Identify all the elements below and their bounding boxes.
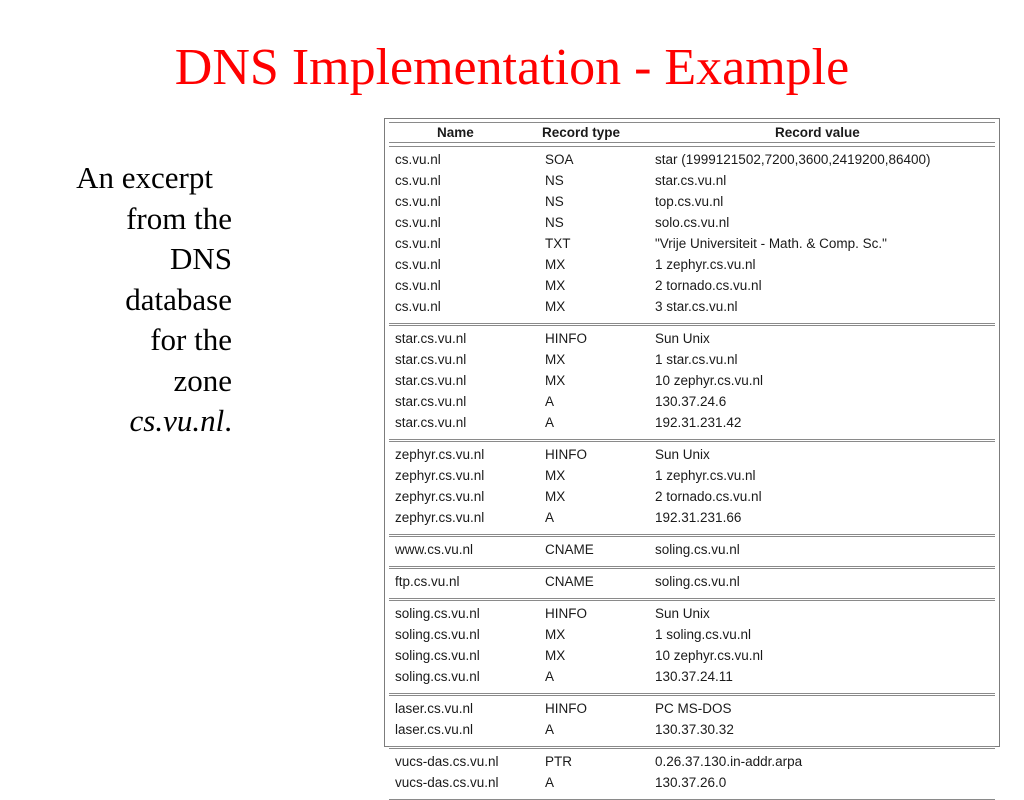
record-name: zephyr.cs.vu.nl [395, 510, 485, 525]
table-row [389, 296, 995, 317]
record-type: SOA [545, 152, 574, 167]
record-group [389, 695, 995, 747]
record-group [389, 600, 995, 694]
record-name: vucs-das.cs.vu.nl [395, 775, 499, 790]
caption [22, 158, 232, 442]
table-row [389, 170, 995, 191]
record-value: 1 star.cs.vu.nl [655, 352, 738, 367]
zone-name: cs.vu.nl [129, 403, 225, 438]
record-name: cs.vu.nl [395, 215, 441, 230]
record-value: star (1999121502,7200,3600,2419200,86400) [655, 152, 931, 167]
record-group [389, 748, 995, 800]
record-type: A [545, 669, 555, 684]
dns-records-table [384, 118, 1000, 790]
record-group [389, 568, 995, 599]
caption-line: from the [126, 200, 232, 236]
record-value: 1 zephyr.cs.vu.nl [655, 257, 756, 272]
caption-line: for the [150, 322, 232, 357]
header-record-type: Record type [542, 125, 621, 140]
record-name: laser.cs.vu.nl [395, 701, 474, 716]
record-value: Sun Unix [655, 331, 710, 346]
record-name: soling.cs.vu.nl [395, 669, 480, 684]
record-value: top.cs.vu.nl [655, 194, 724, 209]
record-group [389, 441, 995, 535]
header-record-value: Record value [775, 125, 860, 140]
table-row [389, 412, 995, 433]
caption-zone-line [22, 401, 232, 442]
record-name: vucs-das.cs.vu.nl [395, 754, 499, 769]
record-type: MX [545, 489, 566, 504]
slide-title: DNS Implementation - Example [174, 39, 850, 96]
record-name: cs.vu.nl [395, 278, 441, 293]
record-name: ftp.cs.vu.nl [395, 574, 460, 589]
record-value: 10 zephyr.cs.vu.nl [655, 373, 764, 388]
record-value: 1 soling.cs.vu.nl [655, 627, 752, 642]
record-value: PC MS-DOS [655, 701, 732, 716]
record-type: MX [545, 257, 566, 272]
record-name: star.cs.vu.nl [395, 415, 467, 430]
record-type: A [545, 510, 555, 525]
record-type: MX [545, 627, 566, 642]
record-value: solo.cs.vu.nl [655, 215, 730, 230]
record-value: 1 zephyr.cs.vu.nl [655, 468, 756, 483]
table-row [389, 719, 995, 740]
table-row [389, 254, 995, 275]
record-name: zephyr.cs.vu.nl [395, 489, 485, 504]
table-row [389, 666, 995, 687]
record-type: A [545, 775, 555, 790]
table-row [389, 233, 995, 254]
table-row [389, 603, 995, 624]
table-row [389, 370, 995, 391]
table-row [389, 645, 995, 666]
record-type: PTR [545, 754, 572, 769]
record-name: cs.vu.nl [395, 236, 441, 251]
record-value: 130.37.30.32 [655, 722, 734, 737]
caption-period: . [224, 403, 232, 438]
record-name: zephyr.cs.vu.nl [395, 468, 485, 483]
record-type: CNAME [545, 574, 594, 589]
caption-line: zone [173, 362, 232, 398]
table-row [389, 149, 995, 170]
record-value: soling.cs.vu.nl [655, 574, 740, 589]
record-type: NS [545, 194, 564, 209]
record-value: Sun Unix [655, 606, 710, 621]
table-row [389, 212, 995, 233]
record-name: cs.vu.nl [395, 257, 441, 272]
table-row [389, 391, 995, 412]
record-type: HINFO [545, 331, 587, 346]
record-value: Sun Unix [655, 447, 710, 462]
record-name: zephyr.cs.vu.nl [395, 447, 485, 462]
record-type: A [545, 415, 555, 430]
record-name: soling.cs.vu.nl [395, 606, 480, 621]
record-type: NS [545, 215, 564, 230]
record-value: 192.31.231.42 [655, 415, 742, 430]
table-row [389, 486, 995, 507]
record-type: HINFO [545, 447, 587, 462]
table-row [389, 698, 995, 719]
record-type: MX [545, 299, 566, 314]
table-row [389, 349, 995, 370]
record-value: soling.cs.vu.nl [655, 542, 740, 557]
record-type: CNAME [545, 542, 594, 557]
table-row [389, 275, 995, 296]
record-value: 130.37.24.11 [655, 669, 733, 684]
record-value: 130.37.26.0 [655, 775, 727, 790]
record-type: MX [545, 648, 566, 663]
table-row [389, 465, 995, 486]
record-type: HINFO [545, 701, 587, 716]
record-value: 2 tornado.cs.vu.nl [655, 489, 762, 504]
record-value: 2 tornado.cs.vu.nl [655, 278, 762, 293]
record-group [389, 536, 995, 567]
record-type: MX [545, 468, 566, 483]
table-row [389, 191, 995, 212]
table-row [389, 571, 995, 592]
record-group [389, 325, 995, 440]
record-name: star.cs.vu.nl [395, 331, 467, 346]
record-group [389, 146, 995, 324]
table-row [389, 751, 995, 772]
record-value: 3 star.cs.vu.nl [655, 299, 738, 314]
record-value: 192.31.231.66 [655, 510, 742, 525]
record-value: 0.26.37.130.in-addr.arpa [655, 754, 803, 769]
record-name: star.cs.vu.nl [395, 373, 467, 388]
record-type: MX [545, 373, 566, 388]
caption-line: database [125, 281, 232, 317]
record-type: MX [545, 352, 566, 367]
table-row [389, 624, 995, 645]
record-value: "Vrije Universiteit - Math. & Comp. Sc." [655, 236, 887, 251]
table-row [389, 328, 995, 349]
record-name: cs.vu.nl [395, 173, 441, 188]
table-row [389, 539, 995, 560]
table-header [389, 122, 995, 143]
record-value: 130.37.24.6 [655, 394, 727, 409]
caption-line: An excerpt [76, 160, 213, 195]
table-row [389, 507, 995, 528]
record-type: MX [545, 278, 566, 293]
record-name: cs.vu.nl [395, 299, 441, 314]
record-type: A [545, 722, 555, 737]
record-name: laser.cs.vu.nl [395, 722, 474, 737]
record-value: 10 zephyr.cs.vu.nl [655, 648, 764, 663]
record-name: star.cs.vu.nl [395, 352, 467, 367]
caption-line: DNS [169, 241, 232, 276]
record-name: cs.vu.nl [395, 194, 441, 209]
table-row [389, 772, 995, 793]
record-type: NS [545, 173, 564, 188]
record-name: soling.cs.vu.nl [395, 627, 480, 642]
record-value: star.cs.vu.nl [655, 173, 727, 188]
record-name: www.cs.vu.nl [395, 542, 474, 557]
record-name: star.cs.vu.nl [395, 394, 467, 409]
record-type: HINFO [545, 606, 587, 621]
record-type: TXT [545, 236, 571, 251]
record-type: A [545, 394, 555, 409]
table-row [389, 444, 995, 465]
record-name: cs.vu.nl [395, 152, 441, 167]
record-name: soling.cs.vu.nl [395, 648, 480, 663]
header-name: Name [437, 125, 474, 140]
